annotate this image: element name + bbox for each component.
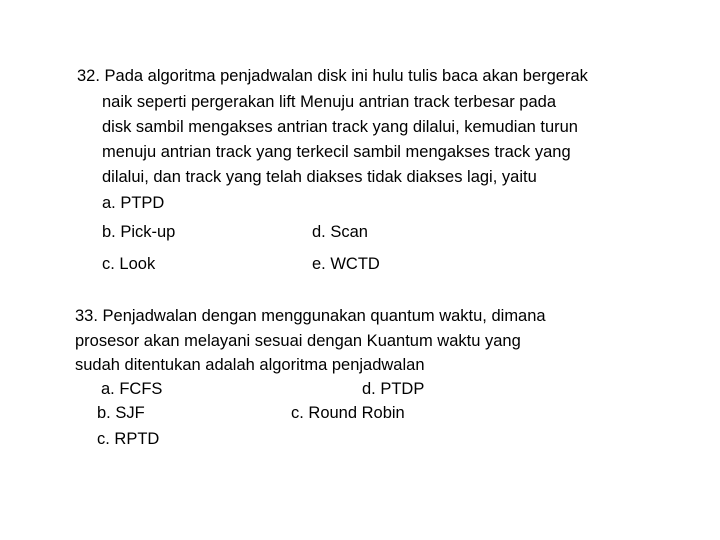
question-32-line-4: menuju antrian track yang terkecil sambil mengakses track yang: [102, 143, 571, 161]
question-32-line-5: dilalui, dan track yang telah diakses tidak diakses lagi, yaitu: [102, 168, 537, 186]
question-33-option-c: c. RPTD: [97, 430, 160, 448]
question-33-option-round-robin: c. Round Robin: [291, 404, 405, 422]
question-32-option-c: c. Look: [102, 255, 156, 273]
question-32-option-d: d. Scan: [312, 223, 368, 241]
question-33-line-1: 33. Penjadwalan dengan menggunakan quantum waktu, dimana: [75, 307, 546, 325]
question-32-line-2: naik seperti pergerakan lift Menuju antrian track terbesar pada: [102, 93, 556, 111]
question-32-option-b: b. Pick-up: [102, 223, 176, 241]
question-32-option-a: a. PTPD: [102, 194, 165, 212]
question-33-option-a: a. FCFS: [101, 380, 163, 398]
question-33-line-2: prosesor akan melayani sesuai dengan Kuantum waktu yang: [75, 332, 521, 350]
question-33-option-d: d. PTDP: [362, 380, 425, 398]
question-32-line-3: disk sambil mengakses antrian track yang dilalui, kemudian turun: [102, 118, 578, 136]
question-33-line-3: sudah ditentukan adalah algoritma penjadwalan: [75, 356, 425, 374]
question-32-option-e: e. WCTD: [312, 255, 380, 273]
question-33-option-b: b. SJF: [97, 404, 145, 422]
question-32-line-1: 32. Pada algoritma penjadwalan disk ini hulu tulis baca akan bergerak: [77, 67, 588, 85]
